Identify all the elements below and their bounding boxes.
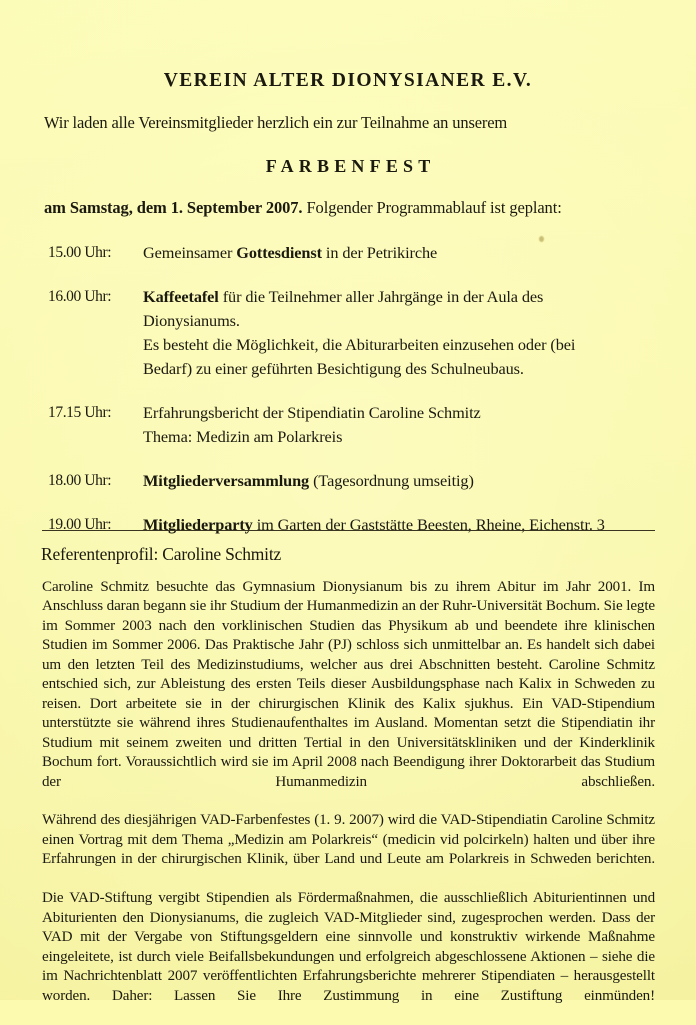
- schedule-description-line: [143, 333, 654, 357]
- schedule-description-line: [143, 425, 654, 449]
- profile-paragraph: Die VAD-Stiftung vergibt Stipendien als Fördermaßnahmen, die ausschließlich Abiturientinnen und Abiturienten den Dionysianums, die zugleich VAD-Mitglieder sind, zugesprochen werden. Dass der VAD mit der Vergabe von Stiftungsgeldern eine sinnvolle und konstruktiv wirkende Maßnahme eingeleitete, ist durch viele Beifallsbekundungen und erfolgreich abgeschlossene Aktionen – siehe die im Nachrichtenblatt 2007 veröffentlichten Erfahrungsberichte mehrerer Stipendiaten – herausgestellt worden. Daher: Lassen Sie Ihre Zustimmung in eine Zustiftung einmünden!: [42, 890, 655, 1004]
- schedule-text: Bedarf) zu einer geführten Besichtigung des Schulneubaus.: [143, 359, 524, 378]
- schedule-description: [143, 469, 696, 493]
- schedule-description: [143, 401, 696, 449]
- schedule-description: [143, 241, 696, 265]
- profile-paragraph: Caroline Schmitz besuchte das Gymnasium Dionysianum bis zu ihrem Abitur im Jahr 2001. Im Anschluss daran begann sie ihr Studium der Humanmedizin an der Ruhr-Universität Bochum. Sie legte im Sommer 2003 nach den vorklinischen Studien das Physikum ab und beendete ihre klinischen Studien im Sommer 2006. Das Praktische Jahr (PJ) schloss sich unmittelbar an. Es handelt sich dabei um den letzten Teil des Medizinstudiums, welcher aus drei Abschnitten besteht. Caroline Schmitz entschied sich, zur Ableistung des ersten Teils dieser Ausbildungsphase nach Kalix in Schweden zu reisen. Dort arbeitete sie in der chirurgischen Klinik des Kalix sjukhus. Ein VAD-Stipendium unterstützte sie während ihres Studienaufenthaltes im Ausland. Momentan setzt die Stipendiatin ihr Studium mit seinem zweiten und dritten Tertial in den Universitätskliniken und der Kinderklinik Bochum fort. Voraussichtlich wird sie im April 2008 nach Beendigung ihrer Doktorarbeit das Studium der Humanmedizin abschließen.: [42, 579, 655, 790]
- schedule-text: für die Teilnehmer aller Jahrgänge in der Aula des: [218, 287, 544, 306]
- schedule-text: in der Petrikirche: [321, 243, 438, 262]
- schedule-text: Gemeinsamer: [143, 243, 237, 262]
- schedule-text: (Tagesordnung umseitig): [309, 471, 474, 490]
- profile-paragraph: Während des diesjährigen VAD-Farbenfestes (1. 9. 2007) wird die VAD-Stipendiatin Caroline Schmitz einen Vortrag mit dem Thema „Medizin am Polarkreis“ (medicin vid polcirkeln) halten und über ihre Erfahrungen in der chirurgischen Klinik, über Land und Leute am Polarkreis in Schweden berichten.: [42, 812, 655, 868]
- schedule-description-line: [143, 285, 654, 309]
- event-date-rest: Folgender Programmablauf ist geplant:: [302, 198, 562, 217]
- schedule-row: [0, 241, 696, 265]
- schedule-description-line: [143, 401, 654, 425]
- schedule-description: [143, 285, 696, 381]
- schedule-description-line: [143, 357, 654, 381]
- schedule-text: Thema: Medizin am Polarkreis: [143, 427, 343, 446]
- schedule-text: im Garten der Gaststätte Beesten, Rheine, Eichenstr. 3: [252, 515, 605, 534]
- schedule-row: [0, 513, 696, 537]
- event-date-bold: am Samstag, dem 1. September 2007.: [44, 198, 303, 217]
- schedule-time: 19.00 Uhr:: [48, 516, 112, 533]
- schedule-highlight: Mitgliederparty: [143, 515, 253, 534]
- schedule-time: 15.00 Uhr:: [48, 244, 112, 261]
- event-date-line: [44, 200, 562, 217]
- profile-heading: Referentenprofil: Caroline Schmitz: [41, 544, 282, 564]
- schedule-time: 18.00 Uhr:: [48, 472, 112, 489]
- schedule-time: 16.00 Uhr:: [48, 288, 112, 305]
- programme-schedule: [0, 241, 696, 557]
- schedule-description-line: [143, 241, 654, 265]
- invitation-line: Wir laden alle Vereinsmitglieder herzlich ein zur Teilnahme an unserem: [44, 113, 508, 132]
- schedule-description: [143, 513, 696, 537]
- profile-body-text: [42, 578, 655, 1025]
- schedule-text: Es besteht die Möglichkeit, die Abiturarbeiten einzusehen oder (bei: [143, 335, 576, 354]
- schedule-row: [0, 401, 696, 449]
- schedule-text: Erfahrungsbericht der Stipendiatin Caroline Schmitz: [143, 403, 481, 422]
- schedule-row: [0, 469, 696, 493]
- schedule-highlight: Kaffeetafel: [143, 287, 219, 306]
- schedule-time: 17.15 Uhr:: [48, 404, 112, 421]
- schedule-highlight: Mitgliederversammlung: [143, 471, 310, 490]
- schedule-highlight: Gottesdienst: [236, 243, 322, 262]
- schedule-description-line: [143, 309, 654, 333]
- schedule-text: Dionysianums.: [143, 311, 240, 330]
- schedule-description-line: [143, 513, 654, 537]
- section-divider: [42, 530, 655, 531]
- schedule-row: [0, 285, 696, 381]
- schedule-description-line: [143, 469, 654, 493]
- organization-title: VEREIN ALTER DIONYSIANER E.V.: [163, 70, 533, 91]
- event-title: FARBENFEST: [265, 156, 436, 176]
